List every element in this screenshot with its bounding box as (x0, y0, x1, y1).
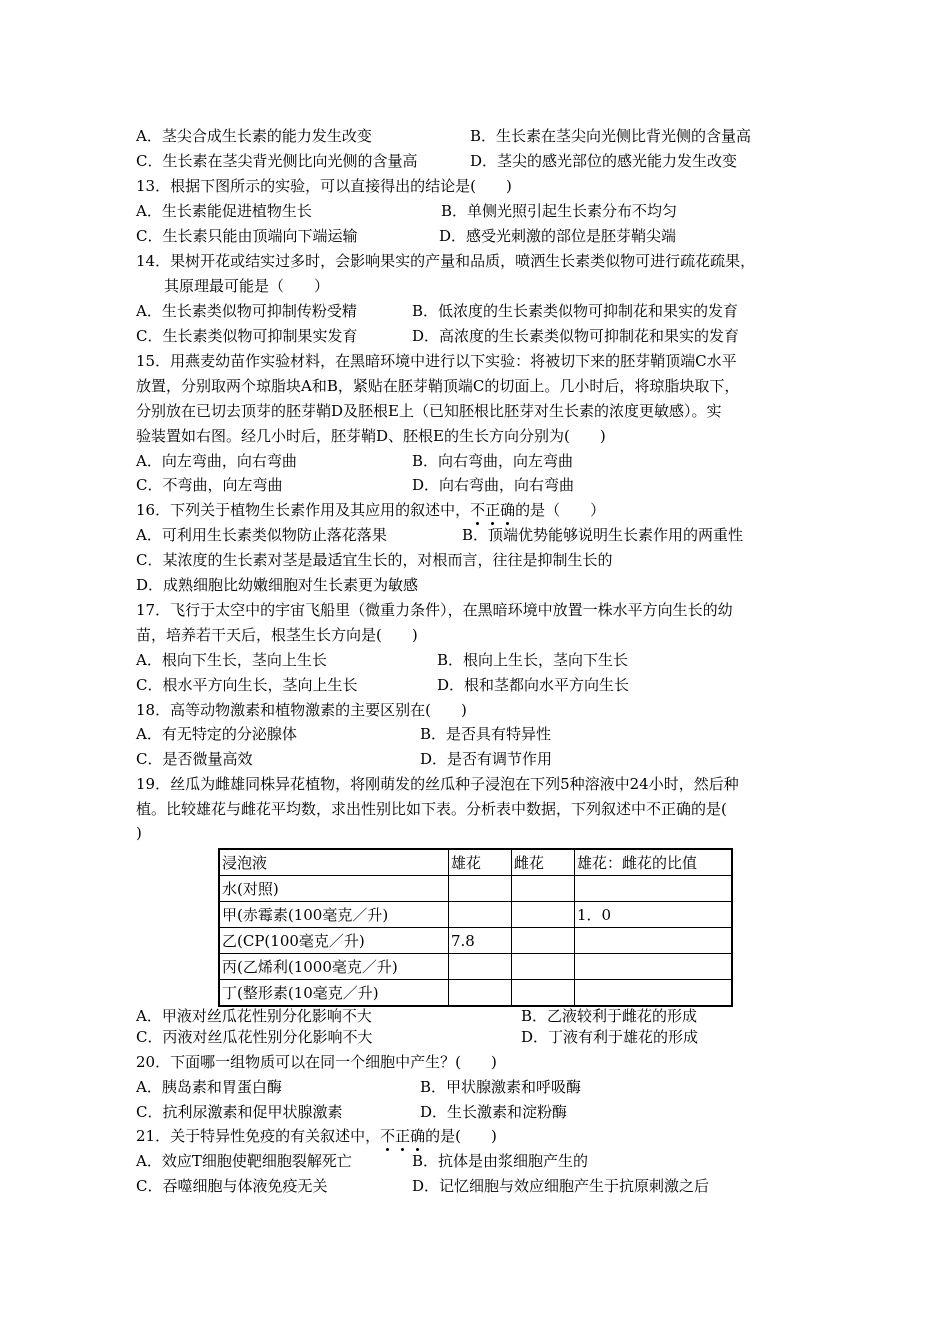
q16-stem (136, 500, 605, 520)
q15-option-a: A．向左弯曲，向右弯曲 (136, 452, 297, 470)
q13-option-c: C．生长素只能由顶端向下端运输 (136, 227, 358, 245)
q16-option-a: A．可利用生长素类似物防止落花落果 (136, 526, 387, 544)
q19-option-d: D．丁液有利于雄花的形成 (521, 1028, 699, 1046)
q18-option-c: C．是否微量高效 (136, 750, 253, 768)
q19-option-a: A．甲液对丝瓜花性别分化影响不大 (136, 1007, 372, 1025)
table-cell: 丁(整形素(10毫克／升) (219, 980, 449, 1007)
table-cell (575, 928, 733, 954)
q15-stem-line-3: 分别放在已切去顶芽的胚芽鞘D及胚根E上（已知胚根比胚芽对生长素的浓度更敏感）。实 (136, 402, 722, 420)
q21-stem (136, 1126, 497, 1146)
q21-option-d: D．记忆细胞与效应细胞产生于抗原刺激之后 (412, 1177, 710, 1195)
table-row (219, 876, 732, 902)
table-cell: 甲(赤霉素(100毫克／升) (219, 902, 449, 928)
table-cell (575, 954, 733, 980)
table-cell: 1．0 (575, 902, 733, 928)
q16-stem-suffix: 的是（ ） (515, 501, 606, 519)
table-cell: 水(对照) (219, 876, 449, 902)
q14-option-b: B．低浓度的生长素类似物可抑制花和果实的发育 (412, 302, 739, 320)
table-cell (575, 980, 733, 1007)
q13-option-a: A．生长素能促进植物生长 (136, 202, 312, 220)
q21-emphasis-char: 确 (410, 1127, 426, 1145)
table-header-cell: 雄花 (449, 849, 512, 876)
q14-option-a: A．生长素类似物可抑制传粉受精 (136, 302, 357, 320)
q14-option-d: D．高浓度的生长素类似物可抑制花和果实的发育 (412, 327, 740, 345)
q16-emphasis-char: 确 (500, 501, 516, 519)
q12-option-d: D．茎尖的感光部位的感光能力发生改变 (470, 152, 738, 170)
q13-stem: 13．根据下图所示的实验，可以直接得出的结论是( ) (136, 177, 512, 195)
q17-option-d: D．根和茎都向水平方向生长 (437, 676, 630, 694)
q15-option-d: D．向右弯曲，向右弯曲 (412, 476, 575, 494)
q21-stem-prefix: 21．关于特异性免疫的有关叙述中， (136, 1127, 381, 1145)
q20-stem: 20．下面哪一组物质可以在同一个细胞中产生？( ) (136, 1053, 497, 1071)
q13-option-b: B．单侧光照引起生长素分布不均匀 (441, 202, 678, 220)
q12-option-a: A．茎尖合成生长素的能力发生改变 (136, 127, 372, 145)
q17-option-c: C．根水平方向生长，茎向上生长 (136, 676, 358, 694)
q21-stem-suffix: 的是( ) (425, 1127, 497, 1145)
table-header-cell: 浸泡液 (219, 849, 449, 876)
q19-option-b: B．乙液较利于雌花的形成 (521, 1007, 698, 1025)
table-header-cell: 雄花：雌花的比值 (575, 849, 733, 876)
table-row (219, 980, 732, 1007)
table-cell: 丙(乙烯利(1000毫克／升) (219, 954, 449, 980)
table-cell (449, 954, 512, 980)
q18-option-d: D．是否有调节作用 (420, 750, 553, 768)
q17-stem-line-1: 17．飞行于太空中的宇宙飞船里（微重力条件），在黑暗环境中放置一株水平方向生长的幼 (136, 601, 733, 619)
q21-emphasis-char: 不 (380, 1127, 396, 1145)
q16-stem-prefix: 16．下列关于植物生长素作用及其应用的叙述中， (136, 501, 471, 519)
q16-emphasis-char: 不 (470, 501, 486, 519)
q15-stem-line-2: 放置，分别取两个琼脂块A和B，紧贴在胚芽鞘顶端C的切面上。几小时后，将琼脂块取下， (136, 377, 740, 395)
q18-stem: 18．高等动物激素和植物激素的主要区别在( ) (136, 701, 467, 719)
table-cell (575, 876, 733, 902)
table-cell (512, 928, 575, 954)
q16-option-b: B．顶端优势能够说明生长素作用的两重性 (462, 526, 744, 544)
q21-emphasis-char: 正 (395, 1127, 411, 1145)
table-cell (449, 902, 512, 928)
q16-option-d: D．成熟细胞比幼嫩细胞对生长素更为敏感 (136, 576, 419, 594)
table-header-cell: 雌花 (512, 849, 575, 876)
q13-option-d: D．感受光刺激的部位是胚芽鞘尖端 (439, 227, 677, 245)
q12-option-c: C．生长素在茎尖背光侧比向光侧的含量高 (136, 152, 418, 170)
q19-stem-line-3: ) (136, 824, 142, 842)
table-row (219, 928, 732, 954)
table-cell (512, 876, 575, 902)
q14-stem-line-1: 14．果树开花或结实过多时，会影响果实的产量和品质，喷洒生长素类似物可进行疏花疏果， (136, 252, 756, 270)
table-cell (512, 980, 575, 1007)
q21-option-b: B．抗体是由浆细胞产生的 (412, 1152, 589, 1170)
q16-emphasis-char: 正 (485, 501, 501, 519)
table-row (219, 954, 732, 980)
q20-option-c: C．抗利尿激素和促甲状腺激素 (136, 1103, 343, 1121)
table-cell: 乙(CP(100毫克／升) (219, 928, 449, 954)
q19-data-table (218, 848, 733, 1007)
table-cell (512, 954, 575, 980)
q20-option-b: B．甲状腺激素和呼吸酶 (420, 1078, 582, 1096)
q19-stem-line-2: 植。比较雄花与雌花平均数，求出性别比如下表。分析表中数据，下列叙述中不正确的是( (136, 800, 727, 818)
q15-option-b: B．向右弯曲，向左弯曲 (412, 452, 574, 470)
q14-option-c: C．生长素类似物可抑制果实发育 (136, 327, 358, 345)
q15-stem-line-1: 15．用燕麦幼苗作实验材料，在黑暗环境中进行以下实验：将被切下来的胚芽鞘顶端C水平 (136, 352, 737, 370)
q18-option-b: B．是否具有特异性 (420, 725, 552, 743)
q21-option-a: A．效应T细胞使靶细胞裂解死亡 (136, 1152, 352, 1170)
q19-option-c: C．丙液对丝瓜花性别分化影响不大 (136, 1028, 373, 1046)
q16-option-c: C．某浓度的生长素对茎是最适宜生长的，对根而言，往往是抑制生长的 (136, 551, 613, 569)
q15-option-c: C．不弯曲，向左弯曲 (136, 476, 283, 494)
table-cell (512, 902, 575, 928)
q17-stem-line-2: 苗，培养若干天后，根茎生长方向是( ) (136, 626, 418, 644)
q17-option-a: A．根向下生长，茎向上生长 (136, 651, 327, 669)
table-cell (449, 980, 512, 1007)
q15-stem-line-4: 验装置如右图。经几小时后，胚芽鞘D、胚根E的生长方向分别为( ) (136, 427, 606, 445)
table-row (219, 902, 732, 928)
q20-option-d: D．生长激素和淀粉酶 (420, 1103, 568, 1121)
q18-option-a: A．有无特定的分泌腺体 (136, 725, 297, 743)
q20-option-a: A．胰岛素和胃蛋白酶 (136, 1078, 282, 1096)
q17-option-b: B．根向上生长，茎向下生长 (437, 651, 629, 669)
q19-stem-line-1: 19．丝瓜为雌雄同株异花植物，将刚萌发的丝瓜种子浸泡在下列5种溶液中24小时，然后种 (136, 775, 739, 793)
q12-option-b: B．生长素在茎尖向光侧比背光侧的含量高 (470, 127, 752, 145)
table-header-row (219, 849, 732, 876)
q14-stem-line-2: 其原理最可能是（ ） (164, 277, 330, 295)
table-cell: 7.8 (449, 928, 512, 954)
q21-option-c: C．吞噬细胞与体液免疫无关 (136, 1177, 328, 1195)
table-cell (449, 876, 512, 902)
